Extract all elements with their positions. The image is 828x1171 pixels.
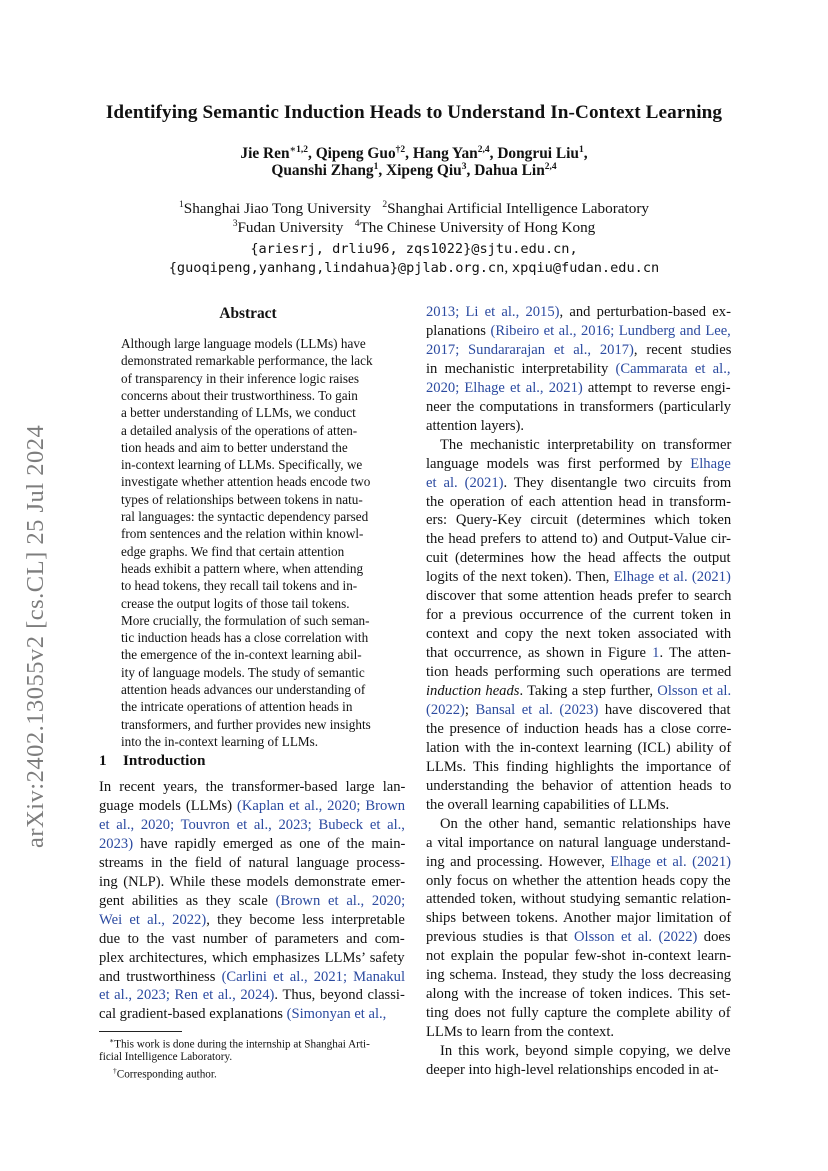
- text-run: LLMs to learn from the context.: [426, 1024, 615, 1041]
- text-run: lation with the in-context learning (ICL) ability of: [426, 739, 732, 756]
- text-run: previous studies is that: [426, 929, 575, 946]
- email-fudan: xpqiu@fudan.edu.cn: [511, 260, 660, 276]
- right-column-line: [426, 418, 524, 435]
- introduction-line: [99, 950, 405, 967]
- text-run: streams in the field of natural language process-: [99, 854, 406, 871]
- introduction-line: [99, 855, 405, 872]
- footnote-line: [109, 1036, 370, 1051]
- section-title: Introduction: [123, 752, 206, 769]
- abstract-line: to head tokens, they recall tail tokens and in-: [121, 578, 358, 594]
- text-run: planations: [426, 322, 491, 339]
- text-run: attention layers).: [426, 417, 525, 434]
- right-column-line: [440, 1043, 731, 1060]
- right-column-line: [426, 1024, 614, 1041]
- right-column-line: [426, 531, 731, 548]
- right-column-line: [426, 569, 731, 586]
- email-separator: ,: [504, 259, 512, 276]
- right-column-line: [426, 702, 731, 719]
- emails-line-1: [0, 240, 828, 258]
- text-run: , and perturbation-based ex-: [559, 304, 731, 320]
- footnote-marker: ∗: [109, 1036, 115, 1045]
- text-run: ;: [464, 701, 476, 718]
- citation-link[interactable]: Elhage et al. (2021): [613, 569, 731, 586]
- text-run: ers: Query-Key circuit (determines which token: [426, 512, 732, 529]
- citation-link[interactable]: (2022): [426, 701, 465, 718]
- arxiv-identifier: arXiv:2402.13055v2 [cs.CL] 25 Jul 2024: [22, 424, 49, 848]
- text-run: the overall learning capabilities of LLMs.: [426, 796, 670, 813]
- affiliations-line-1: [0, 200, 828, 218]
- section-number: 1: [99, 752, 107, 769]
- text-run: the head prefers to attend to) and Output-Value cir-: [426, 531, 731, 548]
- text-run: attempt to reverse engi-: [582, 379, 731, 396]
- emphasis-text: induction heads: [426, 683, 520, 699]
- right-column-line: [426, 664, 731, 681]
- text-run: the operation of each attention head in transform-: [426, 493, 731, 510]
- abstract-line: a detailed analysis of the operations of atten-: [121, 422, 358, 438]
- text-run: cal gradient-based explanations: [99, 1006, 287, 1023]
- right-column-line: [426, 929, 731, 946]
- citation-link[interactable]: (Ribeiro et al., 2016; Lundberg and Lee,: [490, 322, 731, 339]
- author-name: Xipeng Qiu: [386, 162, 462, 180]
- text-run: The mechanistic interpretability on transformer: [440, 436, 732, 453]
- right-column-line: [426, 759, 731, 776]
- author-affiliation-marker: 3: [461, 162, 467, 172]
- text-run: along with the increase of token indices. This set-: [426, 986, 731, 1003]
- text-run: the presence of induction heads has a close corre-: [426, 720, 732, 737]
- citation-link[interactable]: (Carlini et al., 2021; Manakul: [221, 968, 406, 985]
- right-column-line: [426, 645, 731, 662]
- author-name: Hang Yan: [412, 145, 478, 163]
- right-column-line: [426, 588, 731, 605]
- right-column-line: [426, 475, 731, 492]
- author-affiliation-marker: 1: [579, 145, 584, 155]
- footnote-line: [99, 1051, 232, 1063]
- text-run: context and copy the next token associated with: [426, 626, 732, 643]
- footnote-line: [113, 1066, 217, 1081]
- affiliation-name: Shanghai Jiao Tong University: [183, 200, 383, 218]
- right-column-line: [426, 986, 731, 1003]
- text-run: does: [697, 929, 731, 946]
- text-run: for a previous occurrence of the current token in: [426, 607, 732, 624]
- emails-line-2: [0, 259, 828, 277]
- text-run: ships between tokens. Another major limitation of: [426, 910, 732, 927]
- abstract-line: into the in-context learning of LLMs.: [121, 733, 319, 749]
- affiliation-name: Shanghai Artificial Intelligence Laboratory: [387, 200, 649, 218]
- author-affiliation-marker: †2: [395, 145, 406, 155]
- introduction-line: [99, 969, 405, 986]
- paper-title: Identifying Semantic Induction Heads to Understand In-Context Learning: [105, 102, 723, 123]
- author-affiliation-marker: 2,4: [544, 162, 557, 172]
- text-run: discover that some attention heads prefer to search: [426, 588, 732, 605]
- right-column-line: [426, 1005, 731, 1022]
- author-name: Quanshi Zhang: [271, 162, 374, 180]
- citation-link[interactable]: et al., 2023; Ren et al., 2024): [99, 987, 275, 1004]
- right-column-line: [426, 304, 731, 321]
- abstract-line: Although large language models (LLMs) have: [121, 336, 366, 351]
- author-name: Dahua Lin: [474, 162, 545, 180]
- right-column-line: [426, 361, 731, 378]
- abstract-line: demonstrated remarkable performance, the lack: [121, 353, 373, 369]
- section-heading-introduction: [99, 752, 205, 770]
- author-separator: ,: [378, 162, 387, 180]
- introduction-line: [99, 836, 405, 853]
- right-column-line: [426, 873, 731, 890]
- text-run: ting does not fully capture the complete ability of: [426, 1005, 731, 1022]
- footnote-text: ficial Intelligence Laboratory.: [99, 1051, 233, 1063]
- footnote-marker: †: [113, 1066, 117, 1075]
- abstract-line: the emergence of the in-context learning abil-: [121, 647, 362, 663]
- citation-link[interactable]: Olsson et al. (2022): [574, 929, 698, 946]
- text-run: . Taking a step further,: [519, 683, 658, 699]
- text-run: . They disentangle two circuits from: [503, 474, 732, 491]
- text-run: neer the computations in transformers (particularly: [426, 398, 732, 415]
- text-run: in mechanistic interpretability: [426, 360, 616, 377]
- text-run: plex architectures, which emphasizes LLMs’ safety: [99, 949, 405, 966]
- abstract-line: concerns about their trustworthiness. To gain: [121, 387, 358, 403]
- citation-link[interactable]: 2020; Elhage et al., 2021): [426, 379, 583, 396]
- text-run: cuit (determines how the head affects the output: [426, 550, 731, 567]
- abstract-line: More crucially, the formulation of such seman-: [121, 612, 370, 628]
- right-column-line: [426, 778, 731, 795]
- footnote-text: Corresponding author.: [116, 1068, 217, 1081]
- text-run: guage models (LLMs): [99, 797, 238, 814]
- text-run: , they become less interpretable: [206, 911, 405, 928]
- email-list-pjlab: {guoqipeng,yanhang,lindahua}@pjlab.org.cn: [168, 260, 505, 276]
- right-column-line: [426, 512, 731, 529]
- citation-link[interactable]: (Brown et al., 2020;: [275, 892, 406, 909]
- right-column-line: [426, 399, 731, 416]
- abstract-line: in-context learning of LLMs. Specifically, we: [121, 457, 363, 473]
- text-run: LLMs. This finding highlights the importance of: [426, 758, 731, 775]
- author-name: Dongrui Liu: [497, 145, 579, 163]
- right-column-line: [426, 323, 731, 340]
- introduction-line: [99, 912, 405, 929]
- right-column-line: [426, 910, 731, 927]
- right-column-line: [426, 721, 731, 738]
- text-run: ing and processing. However,: [426, 853, 611, 870]
- abstract-line: edge graphs. We find that certain attention: [121, 543, 345, 559]
- text-run: gent abilities as they scale: [99, 892, 276, 909]
- text-run: understanding the behavior of attention heads to: [426, 777, 732, 794]
- text-run: due to the vast number of parameters and com-: [99, 930, 405, 947]
- introduction-line: [99, 987, 405, 1004]
- text-run: not explain the popular few-shot in-context learn-: [426, 948, 732, 965]
- right-column-line: [426, 891, 731, 908]
- text-run: . Thus, beyond classi-: [274, 987, 405, 1004]
- right-column-line: [426, 550, 731, 567]
- citation-link[interactable]: Elhage: [690, 455, 731, 472]
- abstract-line: the intricate operations of attention heads in: [121, 699, 353, 715]
- author-separator: ,: [405, 145, 413, 163]
- right-column-line: [426, 854, 731, 871]
- abstract-line: tion heads and aim to better understand the: [121, 439, 348, 455]
- abstract-line: a better understanding of LLMs, we conduct: [121, 405, 356, 421]
- affiliation-marker: 3: [232, 219, 238, 229]
- arxiv-sidebar: [22, 380, 49, 848]
- right-column-line: [426, 342, 731, 359]
- author-separator: ,: [583, 145, 588, 163]
- text-run: attended token, without studying semantic relation-: [426, 891, 731, 908]
- abstract-heading: Abstract: [219, 305, 277, 322]
- citation-link[interactable]: et al. (2021): [426, 474, 504, 491]
- author-name: Jie Ren: [240, 145, 290, 163]
- right-column-line: [426, 380, 731, 397]
- affiliation-marker: 1: [179, 200, 184, 210]
- affiliation-marker: 4: [354, 219, 360, 229]
- abstract-line: types of relationships between tokens in natu-: [121, 491, 363, 507]
- introduction-line: [99, 931, 405, 948]
- abstract-line: investigate whether attention heads encode two: [121, 474, 371, 490]
- right-column-line: [440, 816, 731, 833]
- right-column-line: [440, 437, 731, 454]
- text-run: In recent years, the transformer-based large lan-: [99, 779, 406, 795]
- right-column-line: [426, 1062, 719, 1079]
- author-list-line-2: [0, 162, 828, 180]
- citation-link[interactable]: Bansal et al. (2023): [475, 701, 599, 718]
- text-run: ing schema. Instead, they study the loss decreasing: [426, 967, 732, 984]
- abstract-line: transformers, and further provides new insights: [121, 716, 371, 732]
- citation-link[interactable]: 1: [652, 645, 660, 662]
- affiliations-line-2: [0, 219, 828, 237]
- introduction-line: [99, 779, 405, 796]
- text-run: logits of the next token). Then,: [426, 569, 614, 586]
- abstract-line: from sentences and the relation within knowl-: [121, 526, 364, 542]
- introduction-line: [99, 1006, 386, 1023]
- author-list-line-1: [0, 144, 828, 163]
- introduction-line: [99, 874, 405, 891]
- citation-link[interactable]: (Kaplan et al., 2020; Brown: [237, 797, 406, 814]
- footnote-text: This work is done during the internship at Shanghai Arti-: [114, 1038, 370, 1051]
- author-separator: ,: [466, 162, 475, 180]
- citation-link[interactable]: (Cammarata et al.,: [615, 360, 731, 377]
- abstract-line: attention heads advances our understanding of: [121, 682, 366, 697]
- affiliation-name: Fudan University: [237, 219, 355, 237]
- text-run: On the other hand, semantic relationships have: [440, 815, 731, 832]
- abstract-line: ral languages: the syntactic dependency parsed: [121, 509, 369, 524]
- right-column-line: [426, 967, 731, 984]
- abstract-line: heads exhibit a pattern where, when attending: [121, 560, 364, 576]
- text-run: that occurrence, as shown in Figure: [426, 645, 653, 662]
- affiliation-marker: 2: [382, 200, 388, 210]
- citation-link[interactable]: et al., 2020; Touvron et al., 2023; Bubeck et al.,: [99, 816, 405, 833]
- right-column-line: [426, 494, 731, 511]
- author-separator: ,: [489, 145, 498, 163]
- text-run: language models was first performed by: [426, 455, 691, 472]
- right-column-line: [426, 626, 731, 643]
- text-run: In this work, beyond simple copying, we delve: [440, 1043, 731, 1060]
- footnote-rule: [99, 1031, 182, 1032]
- citation-link[interactable]: Wei et al., 2022): [99, 911, 207, 928]
- text-run: tion heads performing such operations are termed: [426, 664, 732, 681]
- right-column-line: [426, 607, 731, 624]
- right-column-line: [426, 683, 731, 700]
- right-column-line: [426, 456, 731, 473]
- text-run: have rapidly emerged as one of the main-: [133, 835, 406, 852]
- text-run: . The atten-: [659, 645, 732, 662]
- text-run: , recent studies: [633, 341, 732, 358]
- text-run: ing (NLP). While these models demonstrate emer-: [99, 873, 406, 890]
- right-column-line: [426, 948, 731, 965]
- citation-link[interactable]: 2023): [99, 835, 134, 852]
- abstract-line: crease the output logits of those tail tokens.: [121, 595, 350, 611]
- abstract-line: ity of language models. The study of semantic: [121, 664, 365, 680]
- right-column-line: [426, 740, 731, 757]
- abstract-line: of transparency in their inference logic raises: [121, 370, 359, 386]
- author-affiliation-marker: 2,4: [477, 145, 490, 155]
- citation-link[interactable]: 2013; Li et al., 2015): [426, 304, 560, 320]
- text-run: and trustworthiness: [99, 968, 222, 985]
- text-run: only focus on whether the attention heads copy the: [426, 872, 731, 889]
- author-affiliation-marker: ∗1,2: [289, 145, 308, 155]
- email-list-sjtu: {ariesrj, drliu96, zqs1022}@sjtu.edu.cn,: [250, 241, 578, 257]
- text-run: a vital importance on natural language understand-: [426, 834, 731, 851]
- affiliation-name: The Chinese University of Hong Kong: [359, 219, 596, 237]
- citation-link[interactable]: Olsson et al.: [657, 683, 732, 699]
- right-column-line: [426, 835, 731, 852]
- abstract-line: tic induction heads has a close correlation with: [121, 630, 369, 646]
- author-affiliation-marker: 1: [373, 162, 379, 172]
- citation-link[interactable]: (Simonyan et al.,: [286, 1006, 387, 1023]
- right-column-line: [426, 797, 669, 814]
- citation-link[interactable]: Elhage et al. (2021): [610, 853, 732, 870]
- author-name: Qipeng Guo: [315, 145, 396, 163]
- introduction-line: [99, 817, 405, 834]
- introduction-line: [99, 893, 405, 910]
- author-separator: ,: [307, 145, 316, 163]
- text-run: have discovered that: [598, 701, 731, 718]
- introduction-line: [99, 798, 405, 815]
- text-run: deeper into high-level relationships encoded in at-: [426, 1062, 719, 1078]
- citation-link[interactable]: 2017; Sundararajan et al., 2017): [426, 341, 634, 358]
